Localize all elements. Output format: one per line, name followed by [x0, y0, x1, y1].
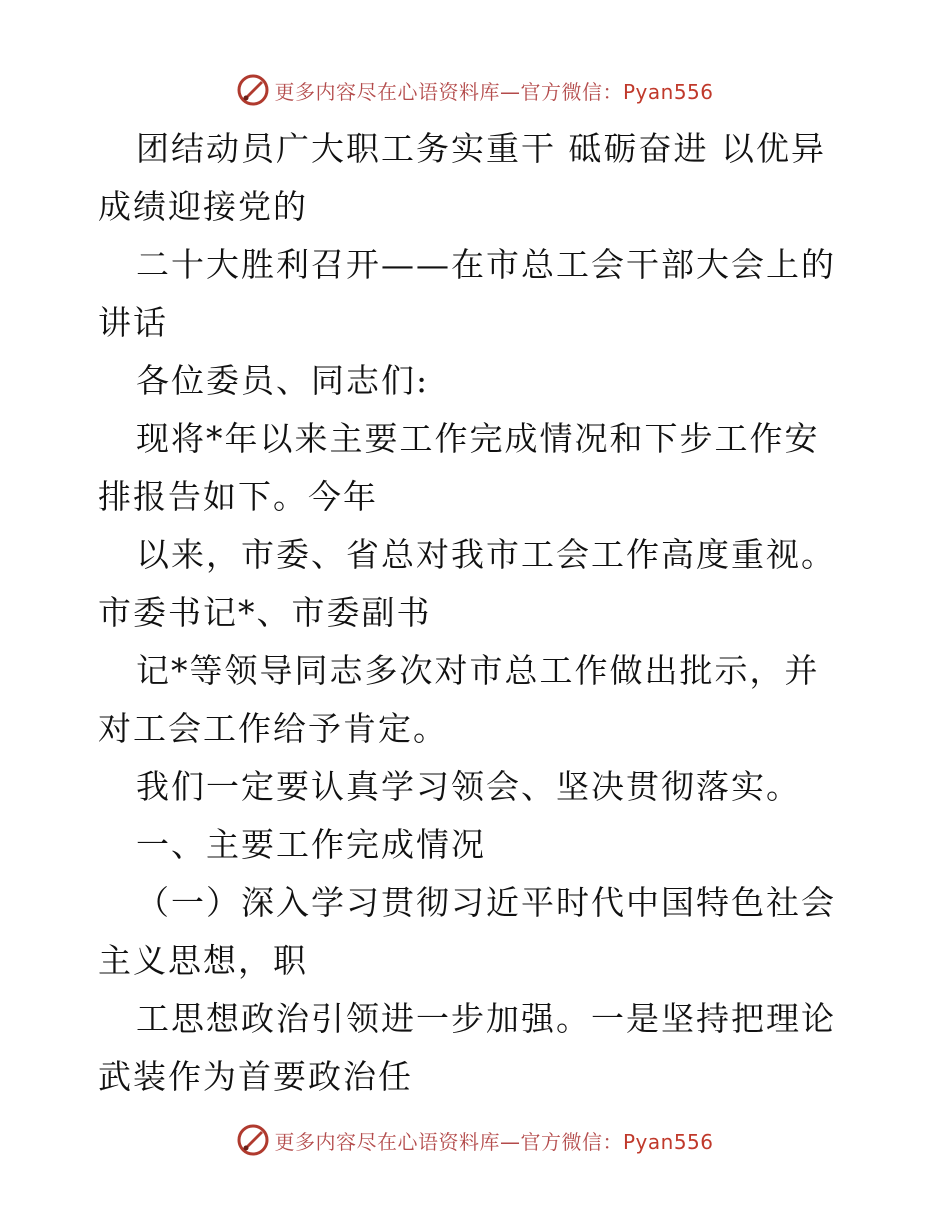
- footer-watermark-banner: [0, 1120, 950, 1160]
- paragraph: 我们一定要认真学习领会、坚决贯彻落实。: [136, 767, 801, 806]
- watermark-text: 更多内容尽在心语资料库—官方微信：Pyan556: [274, 1129, 714, 1154]
- quill-pen-logo-icon: [236, 73, 270, 107]
- paragraph: 工思想政治引领进一步加强。一是坚持把理论武装作为首要政治任: [98, 999, 836, 1096]
- document-body: [98, 120, 850, 1106]
- quill-pen-logo-icon: [236, 1123, 270, 1157]
- paragraph: 记*等领导同志多次对市总工作做出批示，并对工会工作给予肯定。: [98, 651, 820, 748]
- section-heading: 一、主要工作完成情况: [136, 825, 486, 864]
- watermark-text: 更多内容尽在心语资料库—官方微信：Pyan556: [274, 79, 714, 104]
- subsection-heading: （一）深入学习贯彻习近平时代中国特色社会主义思想，职: [98, 883, 836, 980]
- header-watermark-banner: [0, 70, 950, 110]
- document-title-line-1: 团结动员广大职工务实重干 砥砺奋进 以优异成绩迎接党的: [98, 129, 826, 226]
- document-title-line-2: 二十大胜利召开——在市总工会干部大会上的讲话: [98, 245, 836, 342]
- paragraph: 现将*年以来主要工作完成情况和下步工作安排报告如下。今年: [98, 419, 820, 516]
- salutation: 各位委员、同志们:: [136, 361, 430, 400]
- paragraph: 以来，市委、省总对我市工会工作高度重视。市委书记*、市委副书: [98, 535, 836, 632]
